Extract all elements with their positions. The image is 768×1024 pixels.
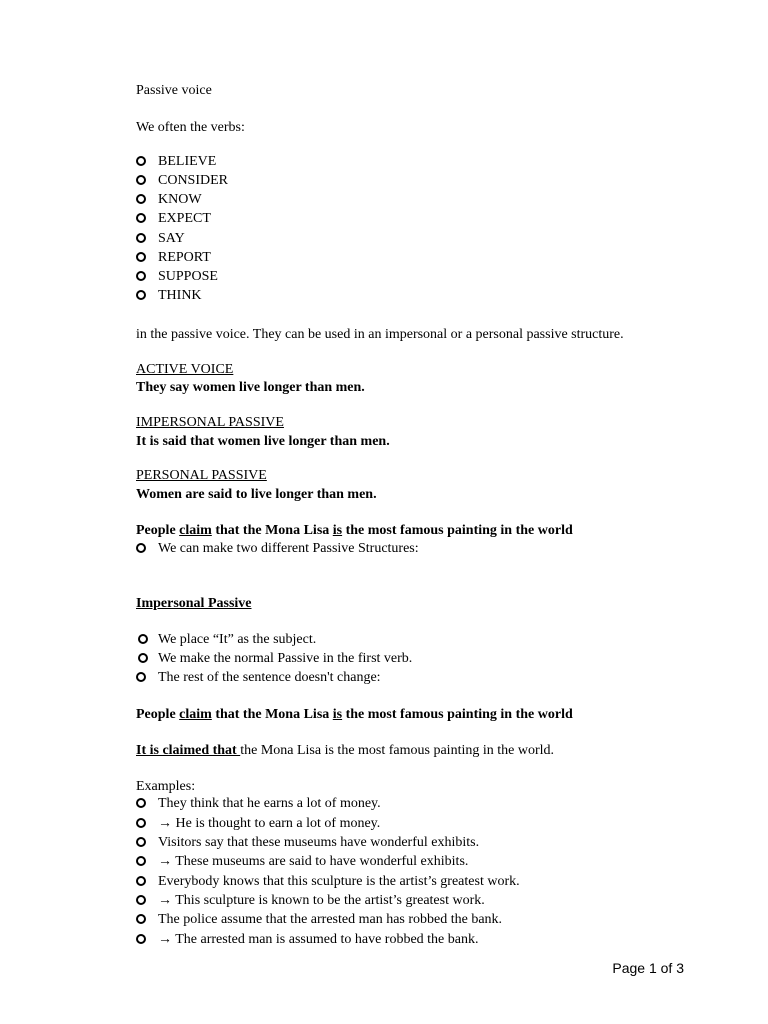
circle-bullet-icon [136, 175, 146, 185]
circle-bullet-icon [136, 543, 146, 553]
circle-bullet-icon [136, 252, 146, 262]
circle-bullet-icon [136, 934, 146, 944]
circle-bullet-icon [136, 798, 146, 808]
circle-bullet-icon [136, 213, 146, 223]
circle-bullet-icon [136, 837, 146, 847]
circle-bullet-icon [136, 856, 146, 866]
mona-lisa-sentence: People claim that the Mona Lisa is the most famous painting in the world [136, 523, 573, 538]
impersonal-section-heading: Impersonal Passive [136, 596, 252, 611]
circle-bullet-icon [136, 194, 146, 204]
circle-bullet-icon [136, 233, 146, 243]
document-title: Passive voice [136, 83, 212, 98]
circle-bullet-icon [136, 818, 146, 828]
circle-bullet-icon [136, 895, 146, 905]
circle-bullet-icon [138, 653, 148, 663]
circle-bullet-icon [136, 271, 146, 281]
circle-bullet-icon [136, 156, 146, 166]
structures-note: We can make two different Passive Structures: [158, 541, 419, 556]
circle-bullet-icon [136, 914, 146, 924]
mona-lisa-sentence-repeat: People claim that the Mona Lisa is the most famous painting in the world [136, 707, 573, 722]
document-page: Passive voice We often the verbs: BELIEVE CONSIDER KNOW EXPECT SAY REPORT SUPPOSE THINK in the passive voice. They can be used in an impersonal or a personal passive structure. ACTIVE VOICE They say women live longer than men. IMPERSONAL PASSIVE It is said that women live longer than men. PERSONAL PASSIVE Women are said to live longer than men. People claim that the Mona Lisa is the most famous painting in the world We can make two different Passive Structures: Impersonal Passive We place “It” as the subject. We make the normal Passive in the first verb. The rest of the sentence doesn't change: People claim that the Mona Lisa is the most famous painting in the world It is claimed that the Mona Lisa is the most famous painting in the world. Examples: They think that he earns a lot of money. → He is thought to earn a lot of money. Visitors say that these museums have wonderful exhibits. → These museums are said to have wonderful exhibits. Everybody knows that this sculpture is the artist’s greatest work. → This sculpture is known to be the artist’s greatest work. The police assume that the arrested man has robbed the bank. → The arrested man is assumed to have robbed the bank. [136, 83, 624, 947]
circle-bullet-icon [138, 634, 148, 644]
circle-bullet-icon [136, 672, 146, 682]
personal-passive-example: Women are said to live longer than men. [136, 487, 377, 502]
personal-passive-heading: PERSONAL PASSIVE [136, 468, 267, 483]
circle-bullet-icon [136, 290, 146, 300]
usage-note: in the passive voice. They can be used in an impersonal or a personal passive structure. [136, 327, 624, 342]
claimed-sentence: It is claimed that the Mona Lisa is the most famous painting in the world. [136, 743, 555, 758]
impersonal-passive-heading: IMPERSONAL PASSIVE [136, 415, 284, 430]
circle-bullet-icon [136, 876, 146, 886]
active-voice-example: They say women live longer than men. [136, 380, 365, 395]
impersonal-passive-example: It is said that women live longer than men. [136, 434, 390, 449]
page-number: Page 1 of 3 [612, 960, 684, 976]
active-voice-heading: ACTIVE VOICE [136, 362, 234, 377]
examples-heading: Examples: [136, 779, 196, 794]
intro-text: We often the verbs: [136, 120, 245, 135]
